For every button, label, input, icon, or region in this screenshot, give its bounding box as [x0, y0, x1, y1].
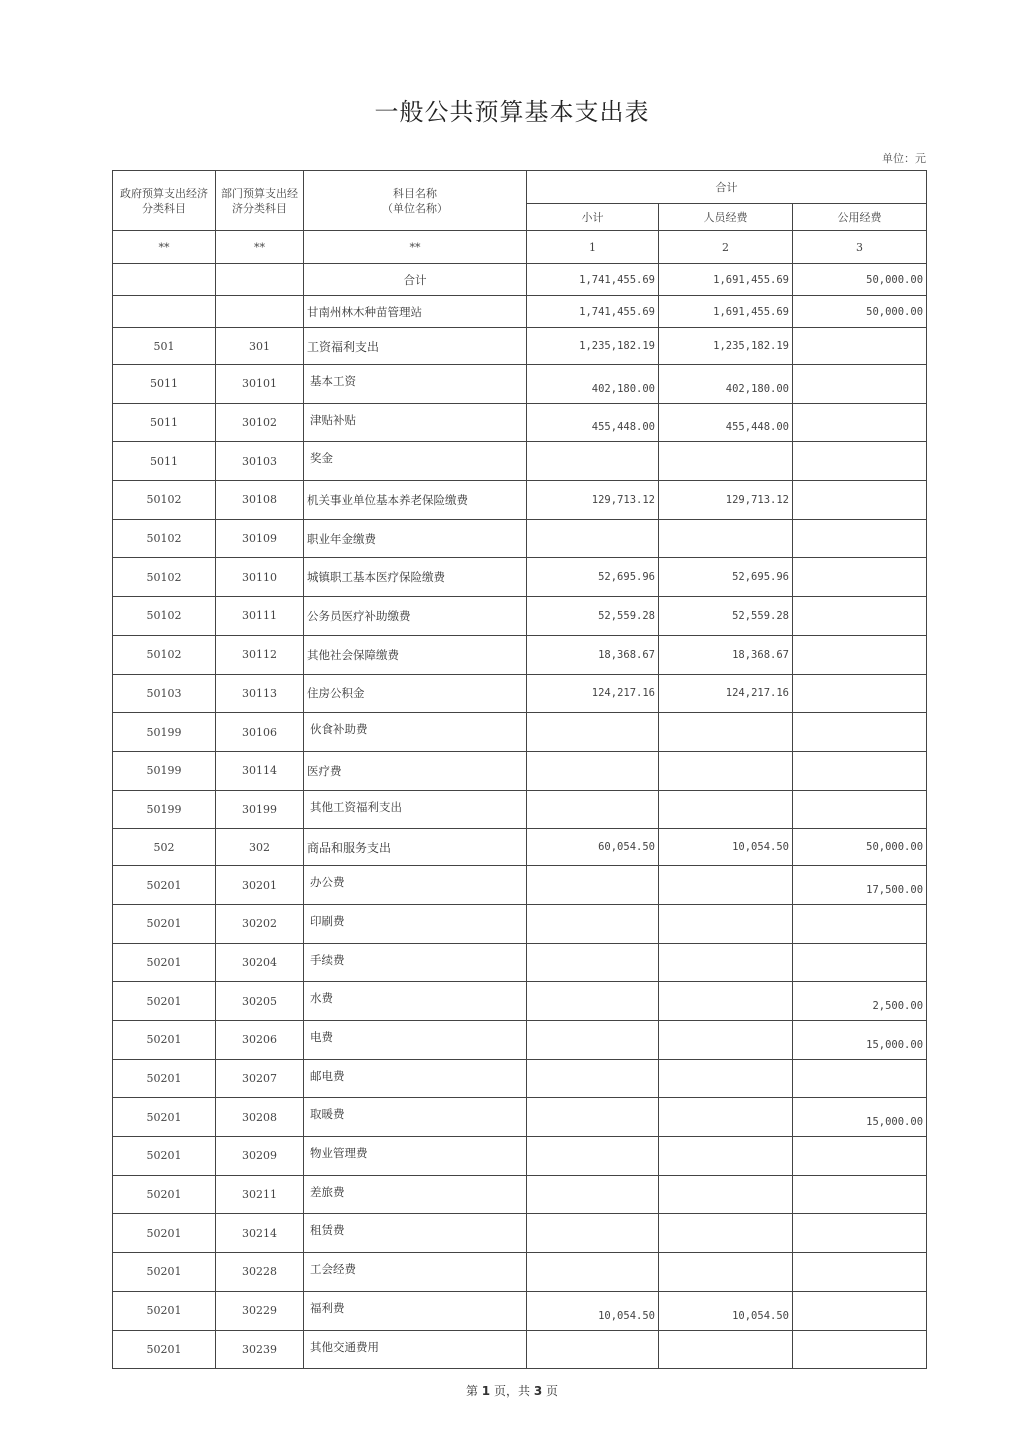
cell-personnel: [659, 904, 793, 943]
table-row: [113, 519, 927, 558]
header-subject-name-line1: 科目名称: [393, 186, 437, 200]
table-row: [113, 1137, 927, 1176]
cell-dept-code: 30199: [216, 790, 304, 829]
cell-personnel: [659, 1175, 793, 1214]
cell-dept-code: 30207: [216, 1059, 304, 1098]
table-row: [113, 296, 927, 328]
header-total-group: 合计: [527, 171, 927, 204]
cell-gov-code: [113, 296, 216, 328]
cell-dept-code: 30109: [216, 519, 304, 558]
cell-subtotal: 1,235,182.19: [527, 328, 659, 365]
cell-personnel: 52,695.96: [659, 558, 793, 597]
cell-public: [793, 365, 927, 404]
cell-public: [793, 1137, 927, 1176]
cell-dept-code: 30110: [216, 558, 304, 597]
cell-public: [793, 403, 927, 442]
table-row: [113, 481, 927, 520]
cell-subtotal: [527, 904, 659, 943]
unit-label: 单位：元: [882, 152, 926, 165]
cell-dept-code: 30108: [216, 481, 304, 520]
header-subtotal: 小计: [527, 204, 659, 231]
cell-dept-code: 30106: [216, 713, 304, 752]
cell-dept-code: 30229: [216, 1291, 304, 1330]
cell-gov-code: 50201: [113, 1021, 216, 1060]
cell-personnel: [659, 1253, 793, 1292]
table-row: [113, 635, 927, 674]
cell-subtotal: [527, 519, 659, 558]
cell-subject-name: 奖金: [304, 442, 527, 481]
index-marker-1: **: [113, 231, 216, 264]
cell-subject-name: 取暖费: [304, 1098, 527, 1137]
cell-personnel: 52,559.28: [659, 597, 793, 636]
cell-public: [793, 790, 927, 829]
table-row: [113, 1330, 927, 1369]
cell-subtotal: 1,741,455.69: [527, 296, 659, 328]
cell-subject-name: 机关事业单位基本养老保险缴费: [304, 481, 527, 520]
cell-subject-name: 工资福利支出: [304, 328, 527, 365]
cell-subtotal: 455,448.00: [527, 403, 659, 442]
cell-dept-code: 30112: [216, 635, 304, 674]
cell-subject-name: 电费: [304, 1021, 527, 1060]
cell-dept-code: [216, 264, 304, 296]
cell-subtotal: 1,741,455.69: [527, 264, 659, 296]
cell-subtotal: [527, 1330, 659, 1369]
cell-personnel: [659, 982, 793, 1021]
cell-personnel: [659, 866, 793, 905]
table-row: [113, 1098, 927, 1137]
cell-personnel: 1,691,455.69: [659, 296, 793, 328]
cell-dept-code: 30204: [216, 943, 304, 982]
cell-gov-code: 50201: [113, 904, 216, 943]
cell-subject-name: 工会经费: [304, 1253, 527, 1292]
cell-subtotal: [527, 1137, 659, 1176]
cell-gov-code: 50102: [113, 481, 216, 520]
table-row: [113, 790, 927, 829]
cell-subject-name: 其他社会保障缴费: [304, 635, 527, 674]
cell-gov-code: 5011: [113, 403, 216, 442]
cell-subject-name: 办公费: [304, 866, 527, 905]
footer-middle: 页，共: [493, 1384, 530, 1398]
cell-personnel: 129,713.12: [659, 481, 793, 520]
cell-subject-name: 印刷费: [304, 904, 527, 943]
header-public: 公用经费: [793, 204, 927, 231]
cell-personnel: [659, 1214, 793, 1253]
cell-subject-name: 邮电费: [304, 1059, 527, 1098]
cell-subtotal: [527, 1253, 659, 1292]
cell-subtotal: [527, 1059, 659, 1098]
cell-dept-code: 30211: [216, 1175, 304, 1214]
table-row: [113, 264, 927, 296]
cell-gov-code: 50201: [113, 1330, 216, 1369]
cell-gov-code: 50102: [113, 558, 216, 597]
cell-public: [793, 713, 927, 752]
cell-dept-code: 30205: [216, 982, 304, 1021]
cell-public: [793, 1175, 927, 1214]
cell-public: [793, 1214, 927, 1253]
cell-dept-code: 30214: [216, 1214, 304, 1253]
cell-gov-code: 5011: [113, 365, 216, 404]
cell-public: [793, 328, 927, 365]
cell-subject-name: 租赁费: [304, 1214, 527, 1253]
cell-public: 15,000.00: [793, 1098, 927, 1137]
cell-gov-code: 50201: [113, 1059, 216, 1098]
cell-subject-name: 差旅费: [304, 1175, 527, 1214]
index-2: 2: [659, 231, 793, 264]
cell-gov-code: 50199: [113, 713, 216, 752]
cell-personnel: [659, 751, 793, 790]
table-row: [113, 328, 927, 365]
cell-gov-code: 50103: [113, 674, 216, 713]
cell-dept-code: 30102: [216, 403, 304, 442]
cell-personnel: [659, 943, 793, 982]
cell-subtotal: [527, 1021, 659, 1060]
cell-public: [793, 1291, 927, 1330]
cell-public: 50,000.00: [793, 296, 927, 328]
index-3: 3: [793, 231, 927, 264]
cell-personnel: [659, 713, 793, 752]
cell-personnel: 18,368.67: [659, 635, 793, 674]
index-1: 1: [527, 231, 659, 264]
cell-subtotal: 124,217.16: [527, 674, 659, 713]
cell-gov-code: [113, 264, 216, 296]
table-row: [113, 403, 927, 442]
cell-personnel: 124,217.16: [659, 674, 793, 713]
cell-subtotal: 18,368.67: [527, 635, 659, 674]
cell-subject-name: 合计: [304, 264, 527, 296]
cell-personnel: [659, 1098, 793, 1137]
header-subject-name: [304, 171, 527, 231]
table-row: [113, 674, 927, 713]
cell-public: [793, 674, 927, 713]
table-row: [113, 558, 927, 597]
table-row: [113, 1214, 927, 1253]
cell-subtotal: [527, 442, 659, 481]
cell-subject-name: 基本工资: [304, 365, 527, 404]
cell-subject-name: 其他工资福利支出: [304, 790, 527, 829]
cell-personnel: [659, 1137, 793, 1176]
cell-subtotal: 60,054.50: [527, 829, 659, 866]
cell-public: [793, 943, 927, 982]
cell-subject-name: 甘南州林木种苗管理站: [304, 296, 527, 328]
page-footer: [0, 1382, 1024, 1399]
table-row: [113, 982, 927, 1021]
table-row: [113, 1253, 927, 1292]
cell-subtotal: 10,054.50: [527, 1291, 659, 1330]
cell-subtotal: [527, 866, 659, 905]
header-dept-class: 部门预算支出经济分类科目: [216, 171, 304, 231]
cell-public: 17,500.00: [793, 866, 927, 905]
cell-gov-code: 502: [113, 829, 216, 866]
footer-total-pages: 3: [533, 1384, 543, 1398]
cell-subtotal: [527, 713, 659, 752]
table-row: [113, 1059, 927, 1098]
cell-public: 50,000.00: [793, 264, 927, 296]
cell-gov-code: 5011: [113, 442, 216, 481]
cell-subject-name: 公务员医疗补助缴费: [304, 597, 527, 636]
cell-dept-code: 30103: [216, 442, 304, 481]
cell-public: [793, 1253, 927, 1292]
cell-public: [793, 635, 927, 674]
cell-personnel: [659, 790, 793, 829]
cell-subject-name: 住房公积金: [304, 674, 527, 713]
cell-gov-code: 50199: [113, 790, 216, 829]
cell-subject-name: 物业管理费: [304, 1137, 527, 1176]
cell-subtotal: 52,559.28: [527, 597, 659, 636]
cell-dept-code: 30201: [216, 866, 304, 905]
table-row: [113, 1291, 927, 1330]
cell-dept-code: 30114: [216, 751, 304, 790]
cell-subject-name: 商品和服务支出: [304, 829, 527, 866]
table-row: [113, 904, 927, 943]
cell-gov-code: 50102: [113, 519, 216, 558]
cell-personnel: [659, 1330, 793, 1369]
cell-dept-code: 30208: [216, 1098, 304, 1137]
cell-gov-code: 50201: [113, 1098, 216, 1137]
cell-personnel: [659, 1021, 793, 1060]
cell-gov-code: 50102: [113, 635, 216, 674]
cell-public: [793, 442, 927, 481]
cell-personnel: 10,054.50: [659, 1291, 793, 1330]
cell-public: [793, 519, 927, 558]
cell-personnel: 402,180.00: [659, 365, 793, 404]
cell-subtotal: 402,180.00: [527, 365, 659, 404]
cell-personnel: 10,054.50: [659, 829, 793, 866]
cell-subtotal: 52,695.96: [527, 558, 659, 597]
header-personnel: 人员经费: [659, 204, 793, 231]
table-row: [113, 943, 927, 982]
cell-public: [793, 481, 927, 520]
cell-dept-code: 30206: [216, 1021, 304, 1060]
table-row: [113, 713, 927, 752]
header-row-1: [113, 171, 927, 204]
cell-subtotal: [527, 1098, 659, 1137]
cell-public: [793, 597, 927, 636]
budget-table: [112, 170, 927, 1369]
cell-subject-name: 医疗费: [304, 751, 527, 790]
cell-subtotal: [527, 1175, 659, 1214]
page-title: 一般公共预算基本支出表: [374, 98, 650, 126]
cell-gov-code: 50201: [113, 1137, 216, 1176]
cell-subtotal: [527, 1214, 659, 1253]
cell-gov-code: 50201: [113, 1175, 216, 1214]
cell-subject-name: 福利费: [304, 1291, 527, 1330]
header-index-row: [113, 231, 927, 264]
cell-gov-code: 50201: [113, 866, 216, 905]
table-row: [113, 1175, 927, 1214]
cell-dept-code: 30202: [216, 904, 304, 943]
table-row: [113, 829, 927, 866]
cell-subject-name: 手续费: [304, 943, 527, 982]
cell-public: [793, 1059, 927, 1098]
footer-suffix: 页: [546, 1384, 559, 1398]
cell-personnel: [659, 519, 793, 558]
cell-personnel: [659, 1059, 793, 1098]
table-row: [113, 597, 927, 636]
cell-subject-name: 水费: [304, 982, 527, 1021]
footer-prefix: 第: [465, 1384, 478, 1398]
cell-dept-code: [216, 296, 304, 328]
cell-gov-code: 501: [113, 328, 216, 365]
footer-page-number: 1: [481, 1384, 491, 1398]
cell-subject-name: 伙食补助费: [304, 713, 527, 752]
cell-public: [793, 751, 927, 790]
cell-subtotal: [527, 943, 659, 982]
cell-subject-name: 津贴补贴: [304, 403, 527, 442]
table-row: [113, 866, 927, 905]
cell-subtotal: [527, 751, 659, 790]
table-row: [113, 365, 927, 404]
cell-dept-code: 301: [216, 328, 304, 365]
cell-personnel: 455,448.00: [659, 403, 793, 442]
cell-gov-code: 50201: [113, 1253, 216, 1292]
cell-dept-code: 30209: [216, 1137, 304, 1176]
cell-gov-code: 50201: [113, 1291, 216, 1330]
index-marker-2: **: [216, 231, 304, 264]
table-row: [113, 442, 927, 481]
cell-gov-code: 50102: [113, 597, 216, 636]
header-gov-class: 政府预算支出经济分类科目: [113, 171, 216, 231]
cell-subtotal: 129,713.12: [527, 481, 659, 520]
cell-dept-code: 302: [216, 829, 304, 866]
header-subject-name-line2: （单位名称）: [382, 201, 448, 215]
table-row: [113, 1021, 927, 1060]
cell-gov-code: 50199: [113, 751, 216, 790]
cell-subtotal: [527, 982, 659, 1021]
cell-public: [793, 558, 927, 597]
cell-public: 2,500.00: [793, 982, 927, 1021]
table-row: [113, 751, 927, 790]
cell-personnel: 1,691,455.69: [659, 264, 793, 296]
cell-public: [793, 904, 927, 943]
cell-dept-code: 30101: [216, 365, 304, 404]
cell-subtotal: [527, 790, 659, 829]
cell-dept-code: 30113: [216, 674, 304, 713]
cell-subject-name: 城镇职工基本医疗保险缴费: [304, 558, 527, 597]
index-marker-3: **: [304, 231, 527, 264]
cell-dept-code: 30228: [216, 1253, 304, 1292]
cell-public: 50,000.00: [793, 829, 927, 866]
cell-public: 15,000.00: [793, 1021, 927, 1060]
cell-public: [793, 1330, 927, 1369]
cell-dept-code: 30239: [216, 1330, 304, 1369]
cell-gov-code: 50201: [113, 943, 216, 982]
cell-personnel: [659, 442, 793, 481]
cell-personnel: 1,235,182.19: [659, 328, 793, 365]
cell-dept-code: 30111: [216, 597, 304, 636]
cell-subject-name: 职业年金缴费: [304, 519, 527, 558]
cell-gov-code: 50201: [113, 982, 216, 1021]
cell-subject-name: 其他交通费用: [304, 1330, 527, 1369]
cell-gov-code: 50201: [113, 1214, 216, 1253]
